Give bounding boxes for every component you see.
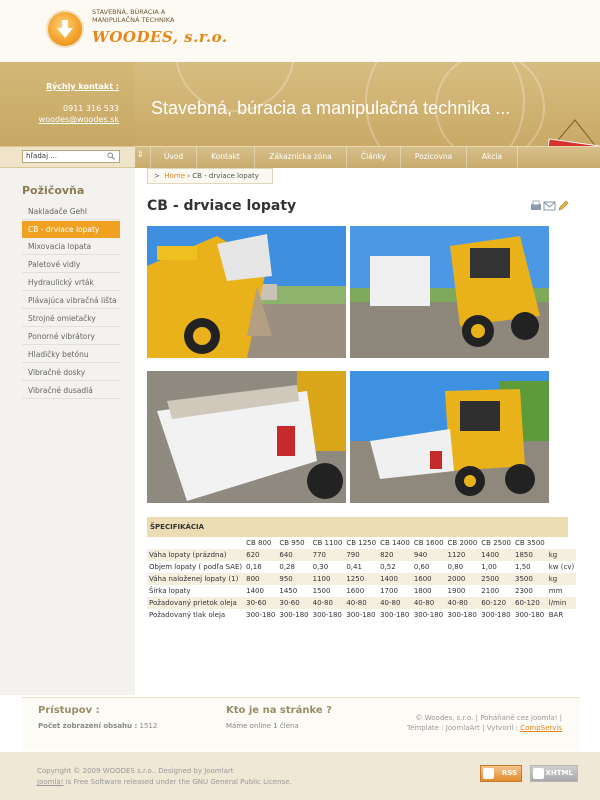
search-input[interactable]: hľadaj ...: [22, 150, 120, 163]
photo-loader-crushing[interactable]: [350, 226, 549, 358]
nav-handle-icon: ⇕: [137, 150, 144, 159]
spec-header-cell: CB 1400: [380, 539, 410, 547]
photo-crusher-bucket[interactable]: [147, 371, 346, 503]
stats-title: Prístupov :: [38, 705, 100, 716]
sidebar-item-cb-drviace-lopaty[interactable]: CB - drviace lopaty: [22, 221, 120, 238]
down-arrow-icon: [57, 20, 73, 38]
spec-header-cell: CB 2500: [481, 539, 512, 547]
site-header: [0, 0, 600, 62]
spec-cell: 3500: [513, 573, 547, 585]
sidebar-item-vibracne-dosky[interactable]: Vibračné dosky: [22, 364, 120, 381]
sidebar-item-hladicky-betonu[interactable]: Hladičky betónu: [22, 346, 120, 363]
spec-cell: 40-80: [412, 597, 446, 609]
spec-cell: Váha lopaty (prázdna): [147, 549, 244, 561]
spec-cell: 0,28: [279, 563, 295, 571]
spec-cell: 0,52: [380, 563, 396, 571]
table-row: [147, 561, 576, 573]
copyright: [37, 766, 292, 788]
spec-cell: mm: [548, 587, 563, 595]
article-tools: [530, 200, 570, 212]
spec-cell: 2500: [479, 573, 513, 585]
loader-photo-image: [350, 226, 549, 358]
spec-cell: 30-60: [244, 597, 277, 609]
spec-cell: 40-80: [344, 597, 378, 609]
company-name: WOODES, s.r.o.: [92, 28, 228, 46]
spec-cell: 790: [344, 549, 378, 561]
banner-slogan: Stavebná, búracia a manipulačná technika ...: [151, 98, 511, 118]
spec-cell: 620: [244, 549, 277, 561]
spec-cell: 1400: [479, 549, 513, 561]
spec-cell: l/min: [547, 597, 576, 609]
banner: [135, 62, 600, 146]
spec-header-cell: CB 3500: [515, 539, 545, 547]
email-icon[interactable]: [544, 202, 555, 210]
spec-cell: 1800: [413, 587, 432, 595]
online-text: Máme online 1 člena: [226, 722, 299, 730]
search-icon[interactable]: [107, 152, 115, 160]
print-icon[interactable]: [531, 201, 541, 210]
spec-cell: 0,60: [413, 563, 430, 571]
rss-badge[interactable]: RSS: [480, 765, 522, 782]
sidebar-item-mixovacia-lopata[interactable]: Mixovacia lopata: [22, 238, 120, 255]
spec-cell: 1900: [447, 587, 466, 595]
nav-item-clanky[interactable]: Články: [346, 146, 400, 168]
online-title: Kto je na stránke ?: [226, 705, 332, 716]
spec-cell: 0,30: [312, 563, 329, 571]
contact-email-link[interactable]: woodes@woodes.sk: [38, 115, 119, 124]
spec-cell: 40-80: [311, 597, 345, 609]
spec-cell: Požadovaný tlak oleja: [149, 611, 226, 619]
xhtml-badge[interactable]: XHTML: [530, 765, 578, 782]
quick-contact-title[interactable]: Rýchly kontakt :: [46, 82, 119, 91]
spec-cell: 300-180: [312, 611, 342, 619]
photo-loader-with-bucket[interactable]: [350, 371, 549, 503]
spec-cell: 1600: [412, 573, 446, 585]
joomla-link[interactable]: Joomla!: [37, 778, 64, 786]
table-row: [147, 573, 576, 585]
nav-item-pozicovna[interactable]: Pozicovna: [400, 146, 466, 168]
spec-cell: 820: [378, 549, 412, 561]
spec-header-cell: CB 800: [244, 537, 277, 549]
sidebar-item-ponorne-vibratory[interactable]: Ponorné vibrátory: [22, 328, 120, 345]
spec-cell: 0,16: [246, 563, 262, 571]
bucket-photo-image: [147, 371, 346, 503]
spec-cell: 60-120: [513, 597, 547, 609]
company-tagline: STAVEBNÁ, BÚRACIA A MANIPULAČNÁ TECHNIKA: [92, 8, 175, 24]
nav-item-zakaznicka-zona[interactable]: Zákaznícka zóna: [254, 146, 346, 168]
spec-cell: 300-180: [413, 611, 444, 619]
spec-cell: 0,41: [346, 563, 362, 571]
spec-header-cell: [547, 537, 576, 549]
spec-cell: 1100: [311, 573, 345, 585]
spec-cell: 40-80: [446, 597, 480, 609]
spec-cell: 1,00: [481, 563, 497, 571]
loader-photo-image: [350, 371, 549, 503]
spec-cell: 1400: [378, 573, 412, 585]
spec-cell: 2300: [515, 587, 533, 595]
copyright-line2: Joomla! is Free Software released under the GNU General Public License.: [37, 778, 292, 786]
stats-value: 1512: [139, 722, 158, 730]
spec-cell: 800: [244, 573, 277, 585]
spec-cell: kg: [547, 549, 576, 561]
sidebar-item-nakladace-gehl[interactable]: Nakladače Gehl: [22, 203, 120, 220]
spec-header-cell: CB 1600: [413, 539, 444, 547]
spec-cell: 300-180: [346, 611, 376, 619]
table-row: [147, 609, 576, 621]
breadcrumb-separator-icon: ›: [187, 172, 193, 180]
check-icon: [533, 768, 544, 779]
credits: [398, 713, 562, 733]
spec-cell: kw (cv): [548, 563, 575, 571]
spec-cell: 1400: [246, 587, 264, 595]
edit-icon[interactable]: [559, 201, 568, 210]
quick-contact-panel: [0, 62, 135, 146]
breadcrumb: [147, 168, 273, 184]
spec-header-cell: CB 1100: [312, 539, 343, 547]
spec-cell: 30-60: [277, 597, 310, 609]
loader-photo-image: [147, 226, 346, 358]
spec-cell: 300-180: [481, 611, 511, 619]
spec-cell: 40-80: [378, 597, 412, 609]
spec-cell: 1,50: [515, 563, 531, 571]
spec-cell: 1120: [446, 549, 480, 561]
copyright-line1: Copyright © 2009 WOODES s.r.o.. Designed by Joomlart: [37, 767, 234, 775]
spec-title: ŠPECIFIKÁCIA: [147, 517, 568, 537]
spec-cell: 1250: [344, 573, 378, 585]
spec-header-cell: CB 1250: [346, 539, 377, 547]
rss-icon: [483, 768, 494, 779]
spec-table: [147, 517, 575, 621]
spec-cell: 300-180: [246, 611, 276, 619]
table-row: [147, 597, 576, 609]
spec-cell: Požadovaný prietok oleja: [147, 597, 244, 609]
nav-item-kontakt[interactable]: Kontakt: [196, 146, 254, 168]
photo-loader-dumping[interactable]: [147, 226, 346, 358]
spec-cell: 1500: [312, 587, 331, 595]
sidebar-item-plavajuca-vibracna-lista[interactable]: Plávajúca vibračná lišta: [22, 292, 120, 309]
sidebar-item-hydraulicky-vrtak[interactable]: Hydraulický vrták: [22, 274, 120, 291]
spec-cell: 940: [412, 549, 446, 561]
page-title: CB - drviace lopaty: [147, 198, 297, 214]
spec-cell: kg: [547, 573, 576, 585]
table-row: [147, 549, 576, 561]
spec-cell: 2000: [446, 573, 480, 585]
credits-line1: © Woodes, s.r.o. | Poháňané cez Joomla! |: [415, 714, 562, 722]
spec-cell: 770: [311, 549, 345, 561]
spec-cell: 300-180: [447, 611, 477, 619]
breadcrumb-arrow-icon: >: [154, 172, 160, 180]
spec-cell: 1700: [380, 587, 398, 595]
spec-cell: 300-180: [515, 611, 545, 619]
compservis-link[interactable]: CompServis: [520, 724, 562, 732]
spec-cell: 0,80: [447, 563, 464, 571]
sidebar-title: Požičovňa: [22, 184, 85, 197]
credits-line2: Template : JoomlaArt | Vytvoril : CompServis: [407, 724, 562, 732]
spec-cell: 950: [277, 573, 310, 585]
breadcrumb-home-link[interactable]: Home: [164, 172, 185, 180]
table-row: [147, 585, 576, 597]
spec-cell: BAR: [548, 611, 564, 619]
sidebar-item-vibracne-dusadla[interactable]: Vibračné dusadlá: [22, 382, 120, 399]
breadcrumb-current: CB - drviace lopaty: [192, 172, 259, 180]
spec-header-row: [147, 537, 576, 549]
stats-line: [38, 722, 157, 730]
spec-cell: 1600: [346, 587, 365, 595]
company-logo[interactable]: [46, 10, 84, 48]
spec-cell: 1850: [513, 549, 547, 561]
nav-item-uvod[interactable]: Úvod: [150, 146, 196, 168]
spec-cell: Váha naloženej lopaty (1): [147, 573, 244, 585]
nav-item-akcia[interactable]: Akcia: [466, 146, 518, 168]
spec-header-cell: CB 2000: [447, 539, 478, 547]
spec-cell: 300-180: [380, 611, 410, 619]
spec-cell: Objem lopaty ( podľa SAE): [149, 563, 243, 571]
spec-cell: 60-120: [479, 597, 513, 609]
sidebar-item-strojne-omietacky[interactable]: Strojné omietačky: [22, 310, 120, 327]
spec-cell: Šírka lopaty: [149, 587, 191, 595]
spec-header-cell: [147, 537, 244, 549]
spec-cell: 1450: [279, 587, 298, 595]
stats-label: Počet zobrazení obsahu :: [38, 722, 138, 730]
contact-phone: 0911 316 533: [63, 104, 119, 113]
spec-cell: 640: [277, 549, 310, 561]
spec-header-cell: CB 950: [277, 537, 310, 549]
spec-grid: [147, 537, 576, 621]
spec-cell: 2100: [481, 587, 500, 595]
spec-cell: 300-180: [279, 611, 309, 619]
sidebar-item-paletove-vidly[interactable]: Paletové vidly: [22, 256, 120, 273]
